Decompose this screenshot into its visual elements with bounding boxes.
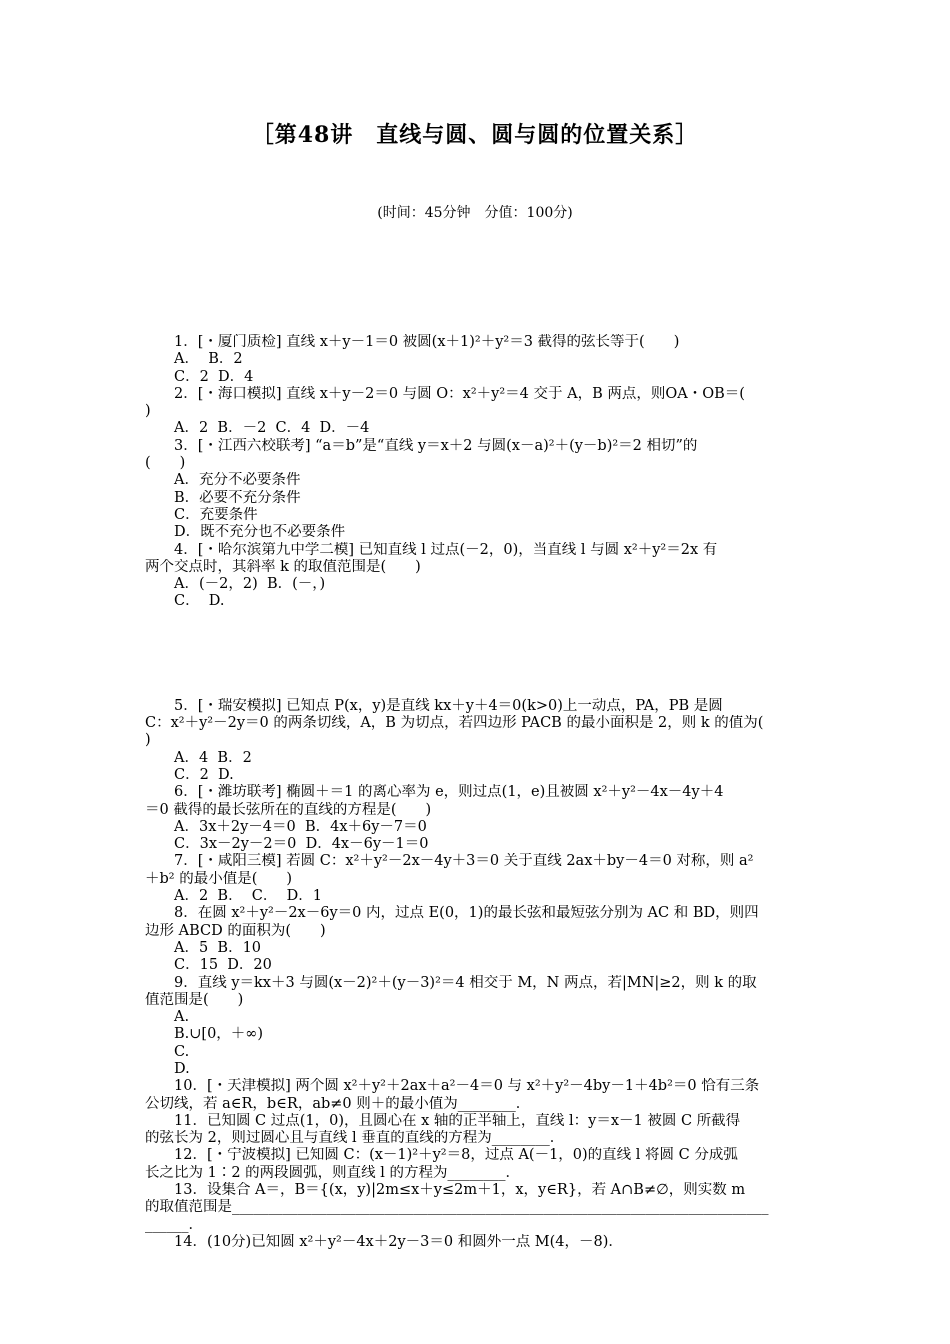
text-line: 7．[・咸阳三模] 若圆 C：x²＋y²－2x－4y＋3＝0 关于直线 2ax＋by－4＝0 对称，则 a² — [145, 853, 754, 870]
text-line: A． B．2 — [145, 351, 243, 368]
text-line: 8．在圆 x²＋y²－2x－6y＝0 内，过点 E(0，1)的最长弦和最短弦分别为 AC 和 BD，则四 — [145, 905, 759, 922]
page-title: ［第48讲 直线与圆、圆与圆的位置关系］ — [251, 122, 699, 148]
text-line: 14．(10分)已知圆 x²＋y²－4x＋2y－3＝0 和圆外一点 M(4，－8)． — [145, 1233, 623, 1250]
text-line: B．必要不充分条件 — [145, 489, 301, 506]
text-line: 5．[・瑞安模拟] 已知点 P(x，y)是直线 kx＋y＋4＝0(k>0)上一动点，PA，PB 是圆 — [145, 697, 723, 714]
text-line: ( ) — [145, 455, 186, 472]
questions-content — [145, 334, 810, 1251]
text-line: C．15 D．20 — [145, 957, 272, 974]
text-line: A．4 B．2 — [145, 749, 252, 766]
text-line: A. — [145, 1009, 190, 1026]
text-line: 值范围是( ) — [145, 991, 244, 1008]
text-line: A．充分不必要条件 — [145, 472, 301, 489]
text-line: 2．[・海口模拟] 直线 x＋y－2＝0 与圆 O：x²＋y²＝4 交于 A，B 两点，则OA・OB＝( — [145, 385, 745, 402]
text-line: C．2 D. — [145, 766, 234, 783]
text-line: 10．[・天津模拟] 两个圆 x²＋y²＋2ax＋a²－4＝0 与 x²＋y²－4by－1＋4b²＝0 恰有三条 — [145, 1078, 760, 1095]
text-line: ) — [145, 403, 151, 420]
text-line: 的弦长为 2，则过圆心且与直线 l 垂直的直线的方程为________． — [145, 1130, 565, 1147]
text-line: C． D. — [145, 593, 225, 610]
text-line: 6．[・潍坊联考] 椭圆＋＝1 的离心率为 e，则过点(1，e)且被圆 x²＋y²－4x－4y＋4 — [145, 784, 724, 801]
text-line: 公切线，若 a∈R，b∈R，ab≠0 则＋的最小值为________． — [145, 1095, 531, 1112]
text-line: C. — [145, 1043, 190, 1060]
text-line: C：x²＋y²－2y＝0 的两条切线，A，B 为切点，若四边形 PACB 的最小面积是 2，则 k 的值为( — [145, 715, 764, 732]
text-line: 12．[・宁波模拟] 已知圆 C：(x－1)²＋y²＝8，过点 A(－1，0)的直线 l 将圆 C 分成弧 — [145, 1147, 738, 1164]
text-line: 边形 ABCD 的面积为( ) — [145, 922, 326, 939]
text-line: ＋b² 的最小值是( ) — [145, 870, 293, 887]
text-line: 4．[・哈尔滨第九中学二模] 已知直线 l 过点(－2，0)，当直线 l 与圆 x²＋y²＝2x 有 — [145, 541, 718, 558]
text-line: 1．[・厦门质检] 直线 x＋y－1＝0 被圆(x＋1)²＋y²＝3 截得的弦长等于( ) — [145, 334, 680, 350]
text-line: 11．已知圆 C 过点(1，0)，且圆心在 x 轴的正半轴上，直线 l：y＝x－1 被圆 C 所截得 — [145, 1112, 741, 1129]
blank-gap — [145, 611, 810, 698]
text-line: 9．直线 y＝kx＋3 与圆(x－2)²＋(y－3)²＝4 相交于 M，N 两点，若|MN|≥2，则 k 的取 — [145, 974, 757, 991]
text-line: D．既不充分也不必要条件 — [145, 524, 346, 541]
text-line: 两个交点时，其斜率 k 的取值范围是( ) — [145, 558, 421, 575]
text-line: 3．[・江西六校联考] “a＝b”是“直线 y＝x＋2 与圆(x－a)²＋(y－b)²＝2 相切”的 — [145, 437, 698, 454]
page-subtitle: (时间：45分钟 分值：100分) — [377, 205, 573, 221]
text-line: ) — [145, 732, 151, 749]
text-line: C．充要条件 — [145, 506, 258, 523]
text-line: C．3x－2y－2＝0 D．4x－6y－1＝0 — [145, 836, 429, 853]
text-line: 13．设集合 A＝，B＝{(x，y)|2m≤x＋y≤2m＋1，x，y∈R}，若 A∩B≠∅，则实数 m — [145, 1182, 746, 1199]
questions-block-2 — [145, 698, 810, 1252]
text-line: A．2 B． C． D．1 — [145, 888, 322, 905]
text-line: A．(－2，2) B．(－，) — [145, 576, 326, 593]
text-line: 长之比为 1∶2 的两段圆弧，则直线 l 的方程为________． — [145, 1164, 521, 1181]
text-line: A．3x＋2y－4＝0 B．4x＋6y－7＝0 — [145, 818, 427, 835]
text-line: B.∪[0，＋∞) — [145, 1026, 264, 1043]
text-line: A．5 B．10 — [145, 939, 262, 956]
text-line: ＝0 截得的最长弦所在的直线的方程是( ) — [145, 801, 432, 818]
text-line: D. — [145, 1060, 190, 1077]
text-line: C．2 D．4 — [145, 368, 254, 385]
questions-block-1 — [145, 334, 810, 611]
text-line: ______． — [145, 1216, 203, 1233]
text-line: 的取值范围是__________________________________________________________________________ — [145, 1199, 769, 1216]
text-line: A．2 B．－2 C．4 D．－4 — [145, 420, 370, 437]
